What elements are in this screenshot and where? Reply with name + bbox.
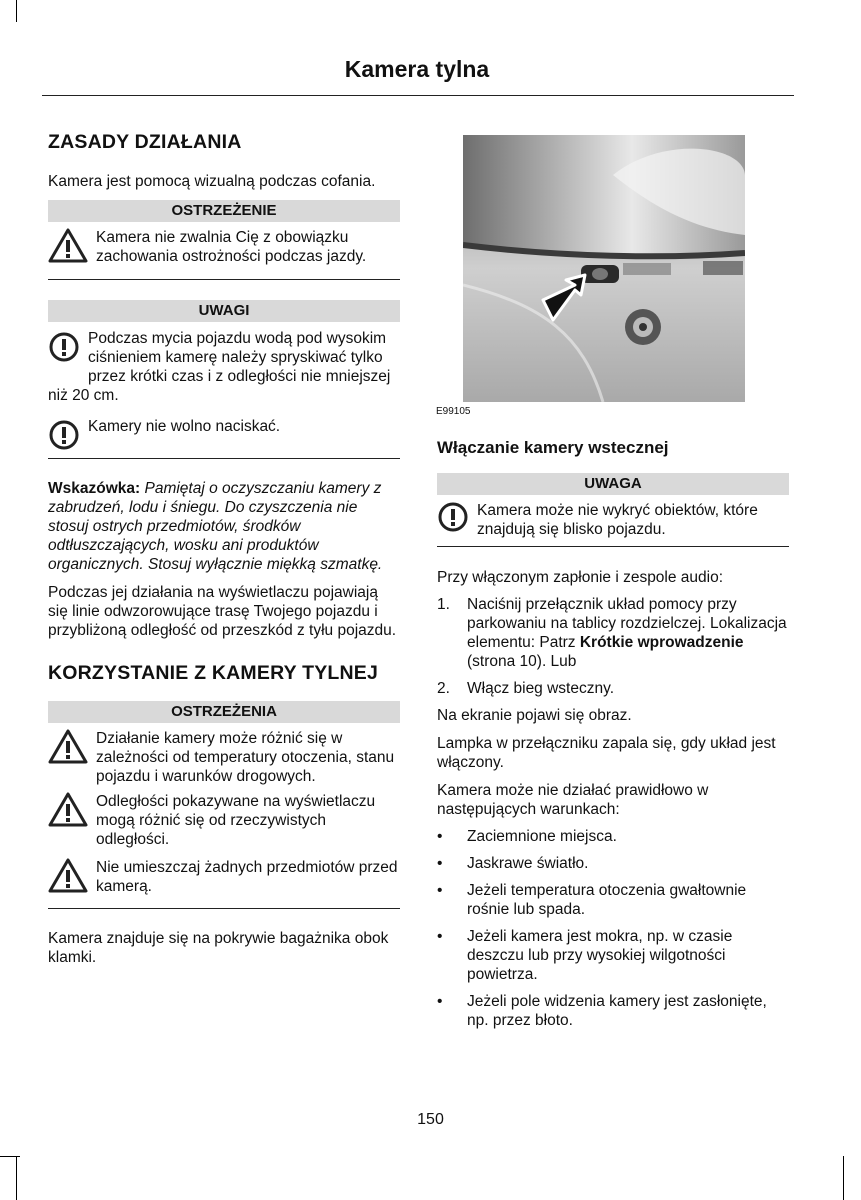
note-item-2: [48, 417, 400, 436]
exclamation-circle-icon: [48, 419, 80, 456]
bullet: •: [437, 928, 443, 945]
right-column: [437, 438, 789, 1038]
conditions-list: [437, 827, 789, 1030]
display-text: Podczas jej działania na wyświetlaczu pojawiają się linie odwzorowujące trasę Twojego pojazdu i przybliżoną odległość od przeszkód z tyłu pojazdu.: [48, 584, 397, 639]
ignition-text: Przy włączonym zapłonie i zespole audio:: [437, 569, 724, 586]
lamp-text: Lampka w przełączniku zapala się, gdy układ jest włączony.: [437, 735, 776, 771]
warning-text: Kamera nie zwalnia Cię z obowiązku zachowania ostrożności podczas jazdy.: [96, 229, 367, 265]
warning-bar: OSTRZEŻENIE: [48, 200, 400, 222]
left-column: [48, 133, 400, 967]
condition-item: [437, 992, 789, 1030]
bullet: •: [437, 993, 443, 1010]
divider: [48, 908, 400, 909]
crop-mark-bottom-right: [843, 1156, 844, 1200]
warning-triangle-icon: [48, 228, 88, 269]
tip-text: Pamiętaj o oczyszczaniu kamery z zabrudzeń, lodu i śniegu. Do czyszczenia nie stosuj ostrych przedmiotów, środków odtłuszczających, wosku ani produktów organicznych. Stosuj wyłącznie miękką szmatkę.: [48, 480, 383, 573]
step-number: 1.: [437, 596, 450, 613]
note-text-1: Podczas mycia pojazdu wodą pod wysokim ciśnieniem kamerę należy spryskiwać tylko przez krótki czas i z odległości nie mniejszej niż 20 cm.: [48, 330, 391, 404]
subsection-title: Włączanie kamery wstecznej: [437, 438, 669, 457]
tip-paragraph: [48, 479, 400, 574]
condition-item: [437, 927, 789, 984]
warning-text-3: Nie umieszczaj żadnych przedmiotów przed kamerą.: [96, 859, 398, 895]
page-title: Kamera tylna: [344, 56, 490, 82]
condition-item: [437, 881, 789, 919]
exclamation-circle-icon: [48, 331, 80, 368]
condition-text: Jaskrawe światło.: [467, 855, 589, 872]
section-title-usage: KORZYSTANIE Z KAMERY TYLNEJ: [48, 662, 379, 684]
bullet: •: [437, 882, 443, 899]
note-item-1: [48, 329, 400, 405]
condition-text: Jeżeli kamera jest mokra, np. w czasie deszczu lub przy wysokiej wilgotności powietrza.: [467, 928, 733, 983]
warning-triangle-icon: [48, 729, 88, 770]
warning-item: [48, 228, 400, 268]
conditions-intro: Kamera może nie działać prawidłowo w następujących warunkach:: [437, 782, 709, 818]
warning-item-1: [48, 729, 400, 786]
crop-mark-bottom-left: [0, 1156, 20, 1157]
bullet: •: [437, 828, 443, 845]
section-title-principles: ZASADY DZIAŁANIA: [48, 131, 242, 153]
notes-bar: UWAGI: [48, 300, 400, 322]
camera-location-photo: [463, 135, 745, 402]
image-code: E99105: [436, 406, 471, 417]
warning-triangle-icon: [48, 792, 88, 833]
page-number: 150: [417, 1111, 444, 1128]
bullet: •: [437, 855, 443, 872]
tip-label: Wskazówka:: [48, 480, 141, 497]
note-text: Kamera może nie wykryć obiektów, które znajdują się blisko pojazdu.: [477, 502, 758, 538]
step-text-pre: Włącz bieg wsteczny.: [467, 680, 615, 697]
note-item: [437, 501, 789, 541]
warning-triangle-icon: [48, 858, 88, 899]
screen-text: Na ekranie pojawi się obraz.: [437, 707, 632, 724]
divider: [437, 546, 789, 547]
step-link-bold: Krótkie wprowadzenie: [579, 634, 744, 651]
crop-mark-top-left: [16, 0, 17, 22]
step-item-1: [437, 595, 789, 671]
intro-text: Kamera jest pomocą wizualną podczas cofania.: [48, 173, 376, 190]
warning-text-1: Działanie kamery może różnić się w zależności od temperatury otoczenia, stanu pojazdu i warunków drogowych.: [96, 730, 395, 785]
divider: [48, 458, 400, 459]
step-text-pre: Naciśnij przełącznik układ pomocy przy parkowaniu na tablicy rozdzielczej. Lokalizacja elementu: Patrz: [467, 596, 787, 651]
crop-mark-bottom-left-v: [16, 1156, 17, 1200]
divider: [48, 279, 400, 280]
step-text-post: (strona 10). Lub: [467, 653, 577, 670]
warning-item-2: [48, 792, 400, 849]
condition-text: Jeżeli temperatura otoczenia gwałtownie rośnie lub spada.: [467, 882, 747, 918]
location-text: Kamera znajduje się na pokrywie bagażnika obok klamki.: [48, 930, 389, 966]
condition-text: Jeżeli pole widzenia kamery jest zasłonięte, np. przez błoto.: [467, 993, 767, 1029]
warning-text-2: Odległości pokazywane na wyświetlaczu mogą różnić się od rzeczywistych odległości.: [96, 793, 376, 848]
warning-item-3: [48, 858, 400, 898]
steps-list: [437, 595, 789, 698]
note-text-2: Kamery nie wolno naciskać.: [88, 418, 281, 435]
step-item-2: [437, 679, 789, 698]
warnings-bar: OSTRZEŻENIA: [48, 701, 400, 723]
step-number: 2.: [437, 680, 450, 697]
title-rule: [42, 95, 794, 96]
note-bar: UWAGA: [437, 473, 789, 495]
condition-text: Zaciemnione miejsca.: [467, 828, 617, 845]
condition-item: [437, 827, 789, 846]
condition-item: [437, 854, 789, 873]
exclamation-circle-icon: [437, 501, 469, 538]
